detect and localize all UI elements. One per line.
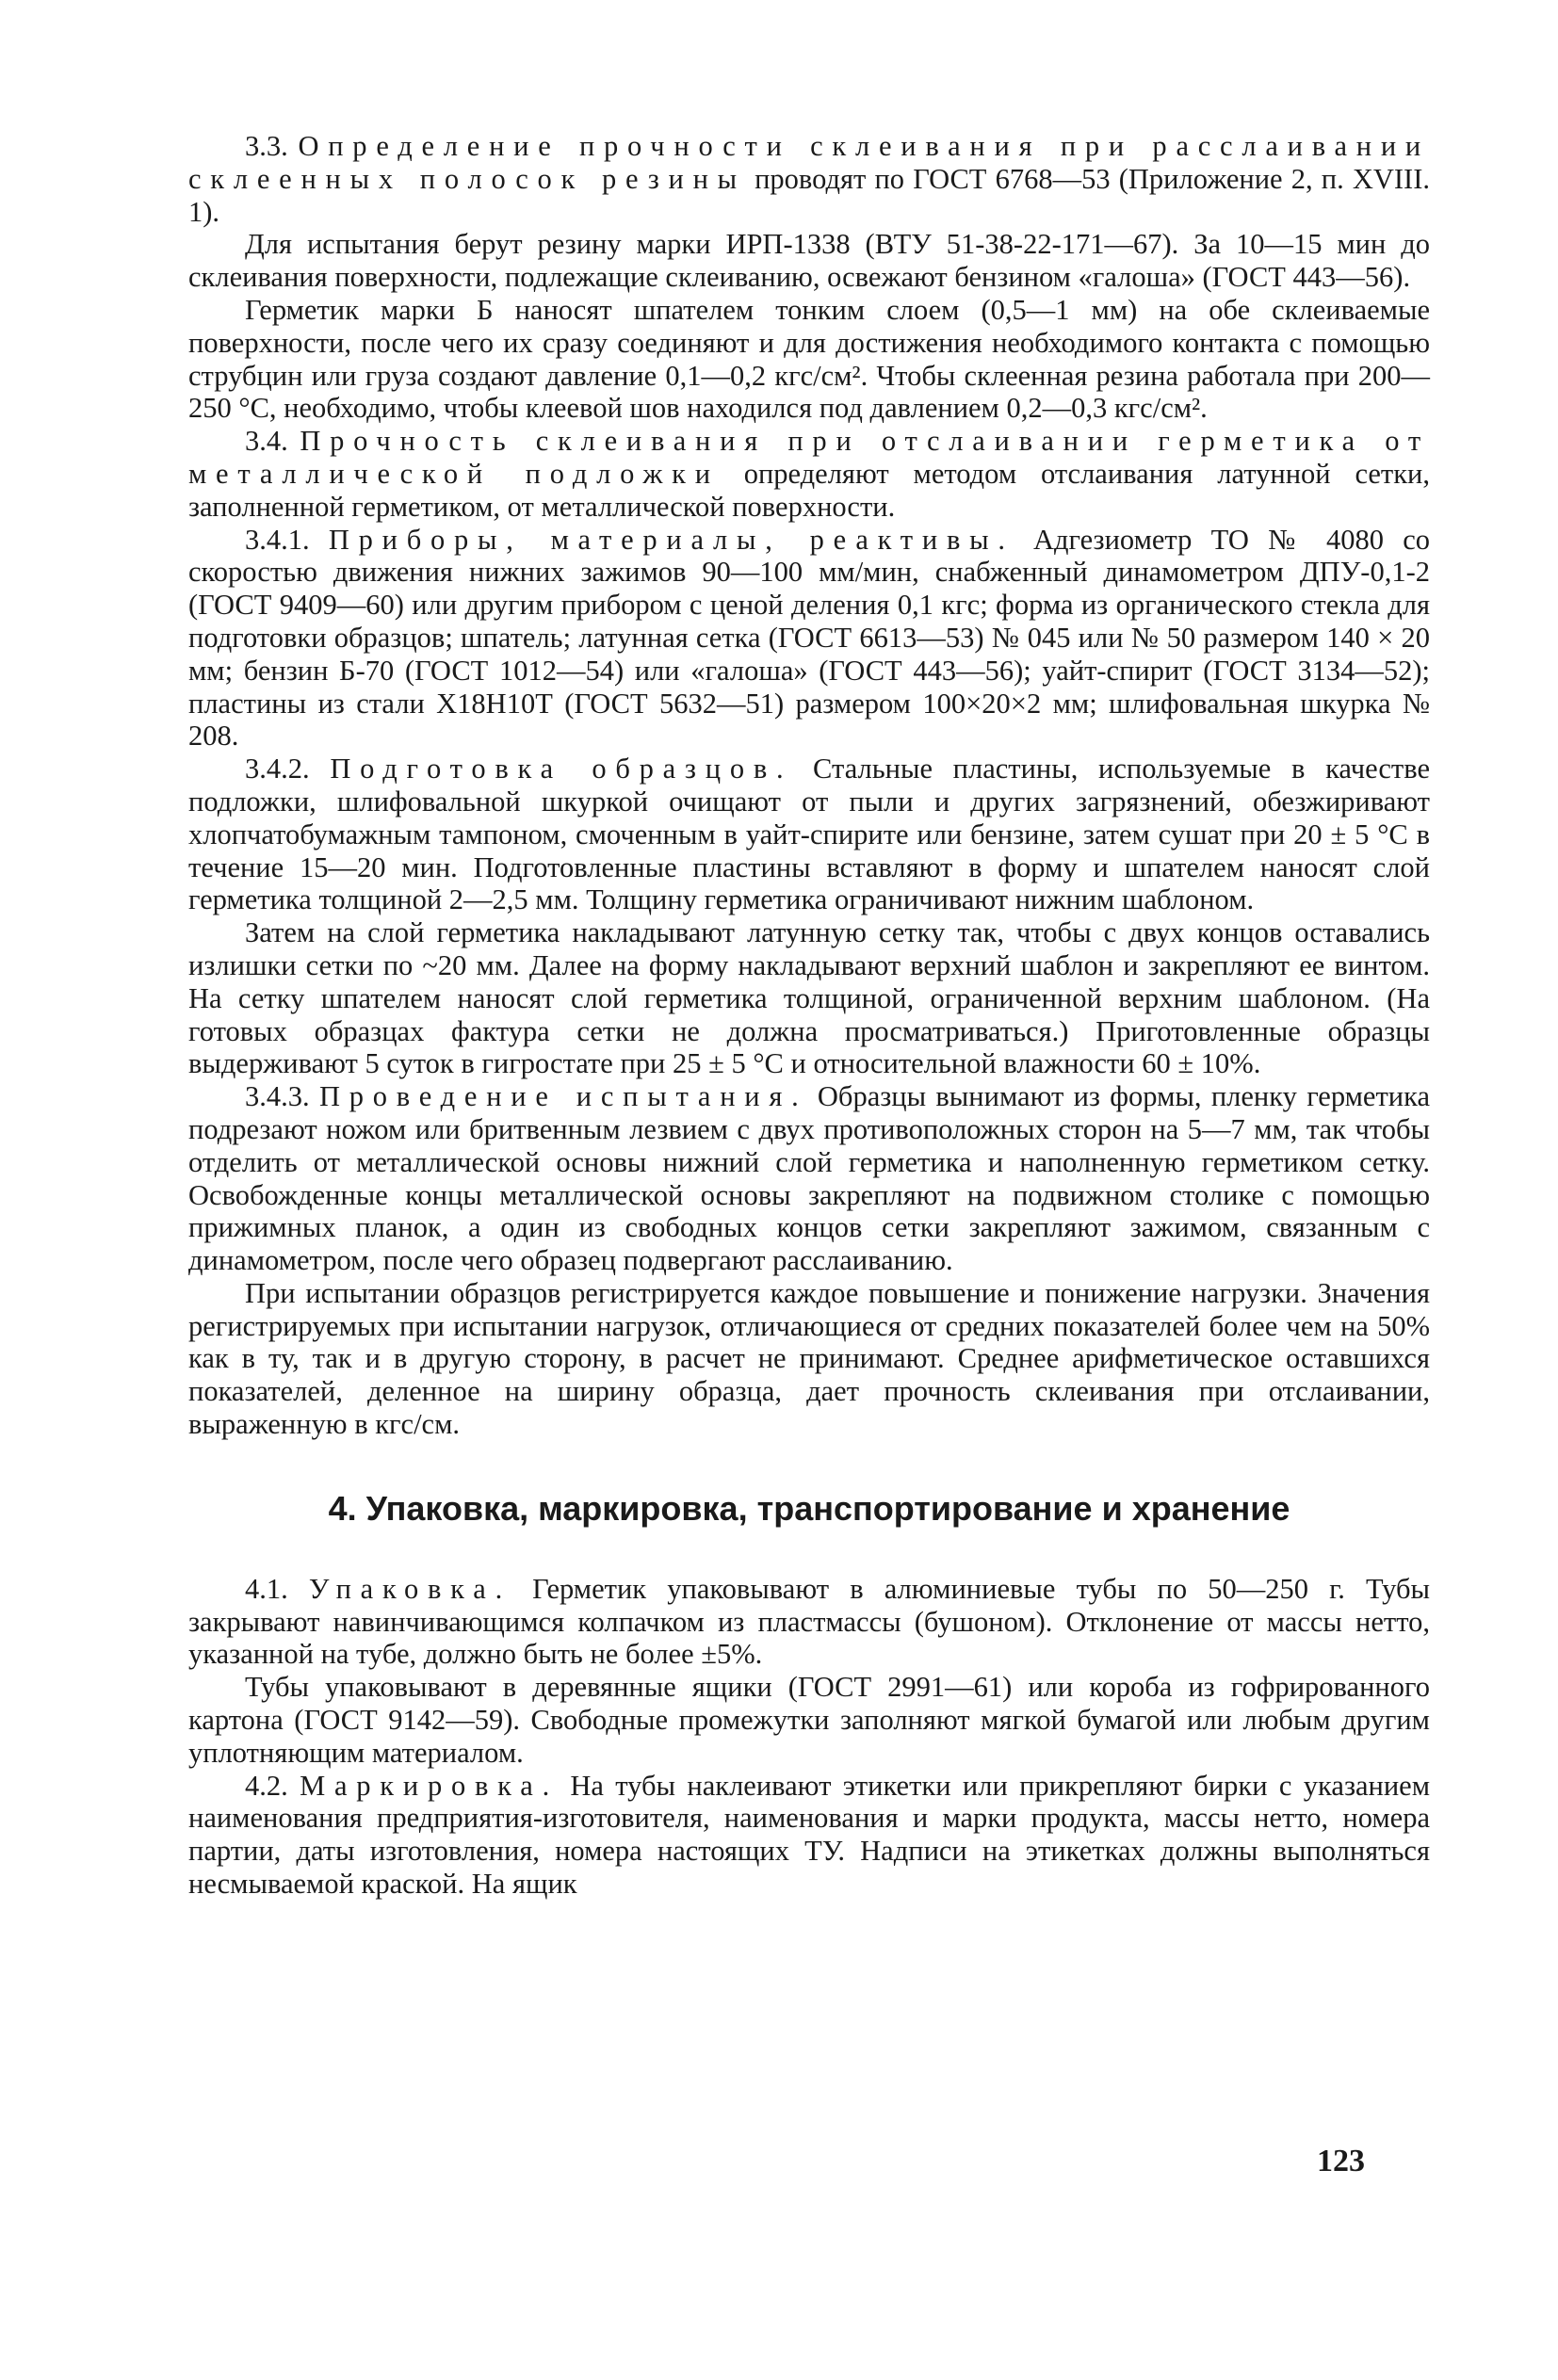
section-3-4-2 <box>188 753 1430 916</box>
section-heading-4: 4. Упаковка, маркировка, транспортирование и хранение <box>328 1488 1290 1528</box>
section-number: 3.4.2. <box>245 753 331 785</box>
section-text: Образцы вынимают из формы, пленку герметика подрезают ножом или бритвенным лезвием с двух противоположных сторон на 5—7 мм, так чтобы отделить от металлической основы нижний слой герметика и наполненную герметиком сетку. Освобожденные концы металлической основы закрепляют на подвижном столике с помощью прижимных планок, а один из свободных концов сетки закрепляют зажимом, связанным с динамометром, после чего образец подвергают расслаиванию. <box>188 1080 1431 1277</box>
paragraph-mesh: Затем на слой герметика накладывают латунную сетку так, чтобы с двух концов оставались излишки сетки по ~20 мм. Далее на форму накладывают верхний шаблон и закрепляют ее винтом. На сетку шпателем наносят слой герметика толщиной, ограниченной верхним шаблоном. (На готовых образцах фактура сетки не должна просматриваться.) Приготовленные образцы выдерживают 5 суток в гигростате при 25 ± 5 °С и относительной влажности 60 ± 10%. <box>188 916 1430 1080</box>
section-4-1 <box>188 1573 1430 1671</box>
section-text: Адгезиометр ТО № 4080 со скоростью движения нижних зажимов 90—100 мм/мин, снабженный динамометром ДПУ-0,1-2 (ГОСТ 9409—60) или другим прибором с ценой деления 0,1 кгс; форма из органического стекла для подготовки образцов; шпатель; латунная сетка (ГОСТ 6613—53) № 045 или № 50 размером 140 × 20 мм; бензин Б-70 (ГОСТ 1012—54) или «галоша» (ГОСТ 443—56); уайт-спирит (ГОСТ 3134—52); пластины из стали Х18Н10Т (ГОСТ 5632—51) размером 100×20×2 мм; шлифовальная шкурка № 208. <box>188 523 1430 753</box>
document-page <box>188 130 1430 1901</box>
section-text: определяют методом отслаивания латунной сетки, заполненной герметиком, от металлической поверхности. <box>188 457 1430 523</box>
section-text: проводят по ГОСТ 6768—53 (Приложение 2, п. XVIII. 1). <box>188 162 1430 228</box>
section-title: Маркировка. <box>300 1769 559 1802</box>
section-text: Герметик упаковывают в алюминиевые тубы по 50—250 г. Тубы закрывают навинчивающимся колпачком из пластмассы (бушоном). Отклонение от массы нетто, указанной на тубе, должно быть не более ±5%. <box>188 1572 1431 1671</box>
section-title: Приборы, материалы, реактивы. <box>328 523 1014 556</box>
section-text: На тубы наклеивают этикетки или прикрепляют бирки с указанием наименования предприятия-изготовителя, наименования и марки продукта, массы нетто, номера партии, даты изготовления, номера настоящих ТУ. Надписи на этикетках должны выполняться несмываемой краской. На ящик <box>188 1769 1431 1901</box>
section-title: Прочность склеивания при отслаивании герметика от металлической подложки <box>188 425 1430 490</box>
section-title: Определение прочности склеивания при расслаивании склеенных полосок резины <box>188 130 1430 195</box>
section-3-4-3 <box>188 1080 1430 1277</box>
section-text: Стальные пластины, используемые в качестве подложки, шлифовальной шкуркой очищают от пыли и других загрязнений, обезжиривают хлопчатобумажным тампоном, смоченным в уайт-спирите или бензине, затем сушат при 20 ± 5 °С в течение 15—20 мин. Подготовленные пластины вставляют в форму и шпателем наносят слой герметика толщиной 2—2,5 мм. Толщину герметика ограничивают нижним шаблоном. <box>188 753 1431 916</box>
section-number: 3.3. <box>245 130 299 162</box>
section-4-2 <box>188 1770 1430 1901</box>
section-title: Упаковка. <box>308 1572 511 1605</box>
section-3-4-1 <box>188 524 1430 753</box>
section-title: Подготовка образцов. <box>330 753 793 785</box>
section-title: Проведение испытания. <box>318 1080 808 1113</box>
page-number: 123 <box>1317 2144 1365 2178</box>
section-3-3 <box>188 130 1430 228</box>
section-number: 4.2. <box>245 1769 300 1802</box>
section-number: 4.1. <box>245 1572 309 1605</box>
section-3-4 <box>188 425 1430 523</box>
section-number: 3.4.1. <box>245 523 329 556</box>
section-number: 3.4. <box>245 425 300 458</box>
paragraph-rubber: Для испытания берут резину марки ИРП-1338 (ВТУ 51-38-22-171—67). За 10—15 мин до склеивания поверхности, подлежащие склеиванию, освежают бензином «галоша» (ГОСТ 443—56). <box>188 228 1430 294</box>
paragraph-sealant-b: Герметик марки Б наносят шпателем тонким слоем (0,5—1 мм) на обе склеиваемые поверхности, после чего их сразу соединяют и для достижения необходимого контакта с помощью струбцин или груза создают давление 0,1—0,2 кгс/см². Чтобы склеенная резина работала при 200—250 °С, необходимо, чтобы клеевой шов находился под давлением 0,2—0,3 кгс/см². <box>188 293 1430 425</box>
paragraph-results: При испытании образцов регистрируется каждое повышение и понижение нагрузки. Значения регистрируемых при испытании нагрузок, отличающиеся от средних показателей более чем на 50% как в ту, так и в другую сторону, в расчет не принимают. Среднее арифметическое оставшихся показателей, деленное на ширину образца, дает прочность склеивания при отслаивании, выраженную в кгс/см. <box>188 1276 1430 1441</box>
paragraph-tubes: Тубы упаковывают в деревянные ящики (ГОСТ 2991—61) или короба из гофрированного картона (ГОСТ 9142—59). Свободные промежутки заполняют мягкой бумагой или любым другим уплотняющим материалом. <box>188 1671 1430 1769</box>
section-number: 3.4.3. <box>245 1080 319 1113</box>
